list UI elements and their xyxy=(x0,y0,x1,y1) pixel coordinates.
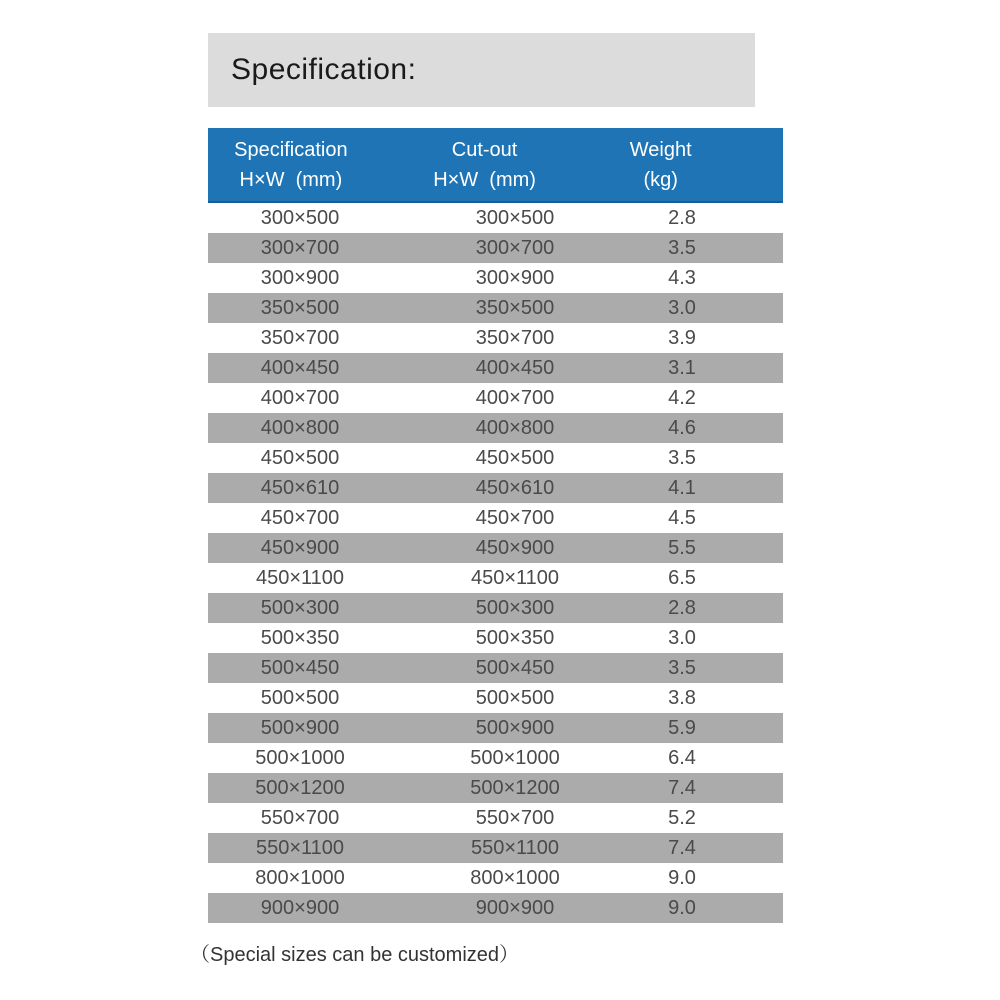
weight-cell: 7.4 xyxy=(668,777,696,799)
title-bar xyxy=(208,33,755,107)
weight-cell: 6.5 xyxy=(668,567,696,589)
weight-cell: 2.8 xyxy=(668,207,696,229)
header-specification-line2: H×W (mm) xyxy=(239,168,343,191)
spec-cell: 550×1100 xyxy=(255,837,345,859)
cutout-cell: 450×700 xyxy=(475,507,555,529)
cutout-cell: 500×500 xyxy=(475,687,555,709)
cutout-cell: 550×700 xyxy=(475,807,555,829)
spec-table xyxy=(208,128,783,923)
cutout-cell: 550×1100 xyxy=(470,837,560,859)
cutout-cell: 500×900 xyxy=(475,717,555,739)
spec-cell: 900×900 xyxy=(260,897,340,919)
spec-cell: 500×450 xyxy=(260,657,340,679)
cutout-cell: 450×610 xyxy=(475,477,555,499)
header-weight-line2: (kg) xyxy=(643,168,678,191)
spec-cell: 300×500 xyxy=(260,207,340,229)
cutout-cell: 400×450 xyxy=(475,357,555,379)
spec-cell: 350×700 xyxy=(260,327,340,349)
weight-cell: 6.4 xyxy=(668,747,696,769)
table-row xyxy=(208,803,783,833)
spec-cell: 500×350 xyxy=(260,627,340,649)
table-row xyxy=(208,893,783,923)
footer-note: （Special sizes can be customized） xyxy=(190,944,520,966)
header-cutout-line1: Cut-out xyxy=(451,138,518,161)
table-row xyxy=(208,263,783,293)
spec-cell: 800×1000 xyxy=(255,867,345,889)
table-row xyxy=(208,743,783,773)
table-row xyxy=(208,473,783,503)
cutout-cell: 450×1100 xyxy=(470,567,560,589)
table-row xyxy=(208,593,783,623)
cutout-cell: 800×1000 xyxy=(470,867,560,889)
spec-cell: 300×900 xyxy=(260,267,340,289)
cutout-cell: 300×900 xyxy=(475,267,555,289)
table-header xyxy=(208,128,783,203)
spec-cell: 500×900 xyxy=(260,717,340,739)
cutout-cell: 900×900 xyxy=(475,897,555,919)
spec-cell: 500×1000 xyxy=(255,747,345,769)
cutout-cell: 300×700 xyxy=(475,237,555,259)
table-row xyxy=(208,623,783,653)
weight-cell: 3.5 xyxy=(668,447,696,469)
cutout-cell: 500×1000 xyxy=(470,747,560,769)
spec-cell: 450×610 xyxy=(260,477,340,499)
table-row xyxy=(208,833,783,863)
weight-cell: 3.5 xyxy=(668,657,696,679)
table-row xyxy=(208,773,783,803)
weight-cell: 2.8 xyxy=(668,597,696,619)
weight-cell: 4.2 xyxy=(668,387,696,409)
table-row xyxy=(208,683,783,713)
table-row xyxy=(208,443,783,473)
cutout-cell: 300×500 xyxy=(475,207,555,229)
table-row xyxy=(208,653,783,683)
table-row xyxy=(208,413,783,443)
weight-cell: 5.5 xyxy=(668,537,696,559)
weight-cell: 3.8 xyxy=(668,687,696,709)
spec-cell: 500×500 xyxy=(260,687,340,709)
weight-cell: 3.0 xyxy=(668,627,696,649)
table-row xyxy=(208,383,783,413)
weight-cell: 5.2 xyxy=(668,807,696,829)
weight-cell: 9.0 xyxy=(668,867,696,889)
spec-cell: 500×300 xyxy=(260,597,340,619)
table-row xyxy=(208,293,783,323)
cutout-cell: 350×700 xyxy=(475,327,555,349)
weight-cell: 9.0 xyxy=(668,897,696,919)
header-col-cutout xyxy=(374,128,596,201)
spec-cell: 450×900 xyxy=(260,537,340,559)
weight-cell: 7.4 xyxy=(668,837,696,859)
table-row xyxy=(208,353,783,383)
weight-cell: 4.1 xyxy=(668,477,696,499)
table-row xyxy=(208,533,783,563)
spec-cell: 400×700 xyxy=(260,387,340,409)
weight-cell: 5.9 xyxy=(668,717,696,739)
table-row xyxy=(208,323,783,353)
table-row xyxy=(208,563,783,593)
page-title: Specification: xyxy=(231,53,417,86)
spec-cell: 500×1200 xyxy=(255,777,345,799)
weight-cell: 4.5 xyxy=(668,507,696,529)
spec-cell: 400×450 xyxy=(260,357,340,379)
spec-cell: 350×500 xyxy=(260,297,340,319)
weight-cell: 3.9 xyxy=(668,327,696,349)
weight-cell: 3.5 xyxy=(668,237,696,259)
table-body xyxy=(208,203,783,923)
spec-cell: 400×800 xyxy=(260,417,340,439)
header-specification-line1: Specification xyxy=(234,138,348,161)
weight-cell: 4.6 xyxy=(668,417,696,439)
table-row xyxy=(208,503,783,533)
spec-cell: 450×1100 xyxy=(255,567,345,589)
weight-cell: 3.0 xyxy=(668,297,696,319)
table-row xyxy=(208,233,783,263)
spec-cell: 450×500 xyxy=(260,447,340,469)
cutout-cell: 350×500 xyxy=(475,297,555,319)
cutout-cell: 450×500 xyxy=(475,447,555,469)
header-weight-line1: Weight xyxy=(629,138,692,161)
table-row xyxy=(208,203,783,233)
weight-cell: 4.3 xyxy=(668,267,696,289)
cutout-cell: 500×300 xyxy=(475,597,555,619)
cutout-cell: 400×700 xyxy=(475,387,555,409)
cutout-cell: 500×350 xyxy=(475,627,555,649)
cutout-cell: 450×900 xyxy=(475,537,555,559)
header-col-weight xyxy=(595,128,783,201)
spec-cell: 550×700 xyxy=(260,807,340,829)
spec-cell: 450×700 xyxy=(260,507,340,529)
header-cutout-line2: H×W (mm) xyxy=(433,168,536,191)
header-col-specification xyxy=(208,128,374,201)
spec-cell: 300×700 xyxy=(260,237,340,259)
cutout-cell: 400×800 xyxy=(475,417,555,439)
table-row xyxy=(208,713,783,743)
cutout-cell: 500×1200 xyxy=(470,777,560,799)
cutout-cell: 500×450 xyxy=(475,657,555,679)
table-row xyxy=(208,863,783,893)
weight-cell: 3.1 xyxy=(668,357,696,379)
